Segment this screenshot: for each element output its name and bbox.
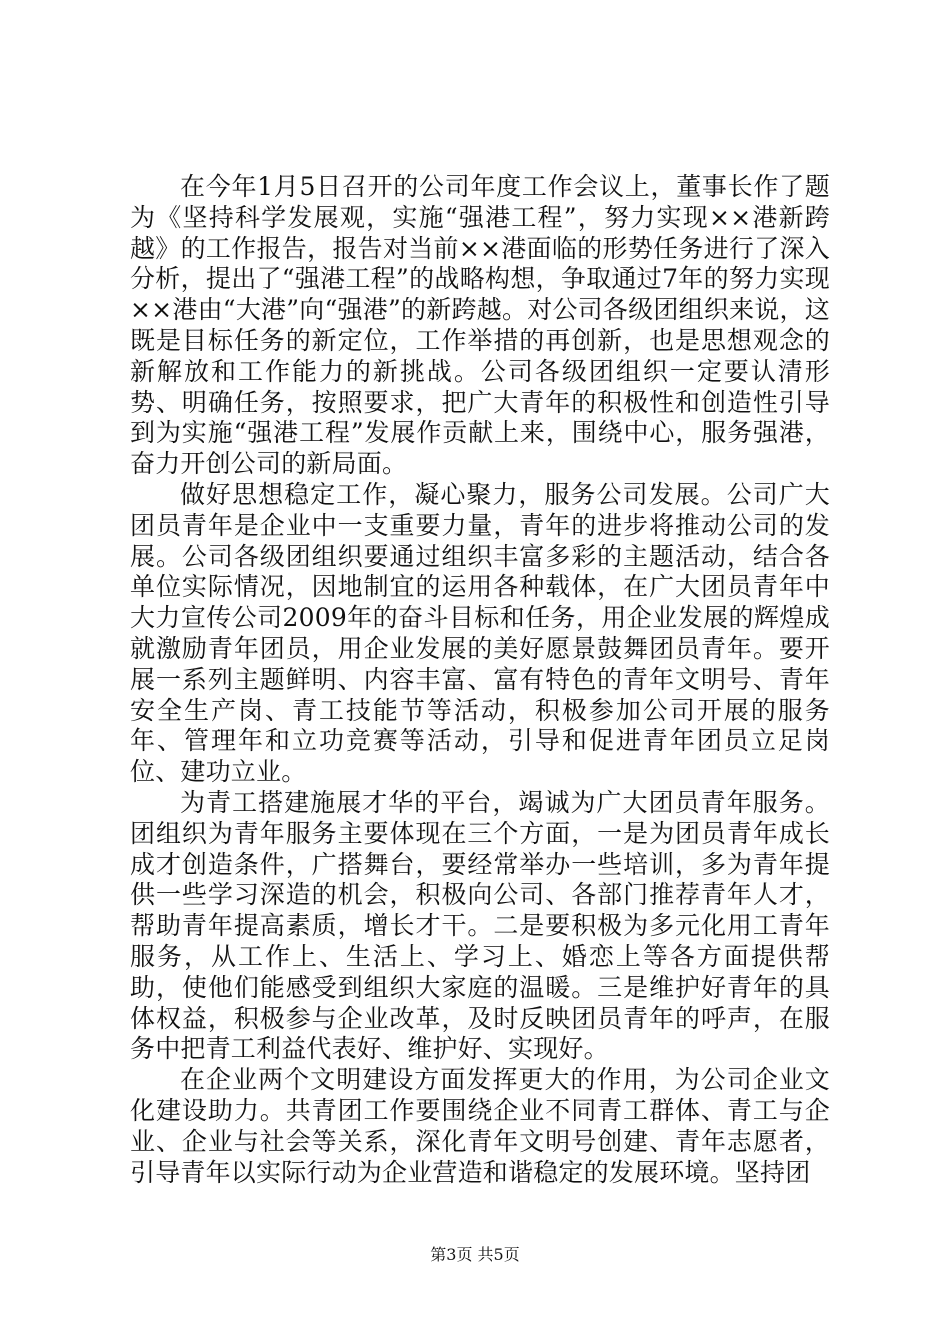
paragraph-2: 做好思想稳定工作，凝心聚力，服务公司发展。公司广大团员青年是企业中一支重要力量，青年的进步将推动公司的发展。公司各级团组织要通过组织丰富多彩的主题活动，结合各单位实际情况，因地制宜的运用各种载体，在广大团员青年中大力宣传公司2009年的奋斗目标和任务，用企业发展的辉煌成就激励青年团员，用企业发展的美好愿景鼓舞团员青年。要开展一系列主题鲜明、内容丰富、富有特色的青年文明号、青年安全生产岗、青工技能节等活动，积极参加公司开展的服务年、管理年和立功竞赛等活动，引导和促进青年团员立足岗位、建功立业。 — [130, 479, 830, 787]
page-number-footer: 第3页 共5页 — [430, 1245, 520, 1264]
paragraph-4: 在企业两个文明建设方面发挥更大的作用，为公司企业文化建设助力。共青团工作要围绕企业不同青工群体、青工与企业、企业与社会等关系，深化青年文明号创建、青年志愿者，引导青年以实际行动为企业营造和谐稳定的发展环境。坚持团 — [130, 1065, 830, 1187]
paragraph-3: 为青工搭建施展才华的平台，竭诚为广大团员青年服务。团组织为青年服务主要体现在三个方面，一是为团员青年成长成才创造条件，广搭舞台，要经常举办一些培训，多为青年提供一些学习深造的机会，积极向公司、各部门推荐青年人才，帮助青年提高素质，增长才干。二是要积极为多元化用工青年服务，从工作上、生活上、学习上、婚恋上等各方面提供帮助，使他们能感受到组织大家庭的温暖。三是维护好青年的具体权益，积极参与企业改革，及时反映团员青年的呼声，在服务中把青工利益代表好、维护好、实现好。 — [130, 787, 830, 1064]
paragraph-1: 在今年1月5日召开的公司年度工作会议上，董事长作了题为《坚持科学发展观，实施“强港工程”，努力实现××港新跨越》的工作报告，报告对当前××港面临的形势任务进行了深入分析，提出了“强港工程”的战略构想，争取通过7年的努力实现××港由“大港”向“强港”的新跨越。对公司各级团组织来说，这既是目标任务的新定位，工作举措的再创新，也是思想观念的新解放和工作能力的新挑战。公司各级团组织一定要认清形势、明确任务，按照要求，把广大青年的积极性和创造性引导到为实施“强港工程”发展作贡献上来，围绕中心，服务强港，奋力开创公司的新局面。 — [130, 172, 830, 479]
document-body — [130, 172, 830, 1188]
